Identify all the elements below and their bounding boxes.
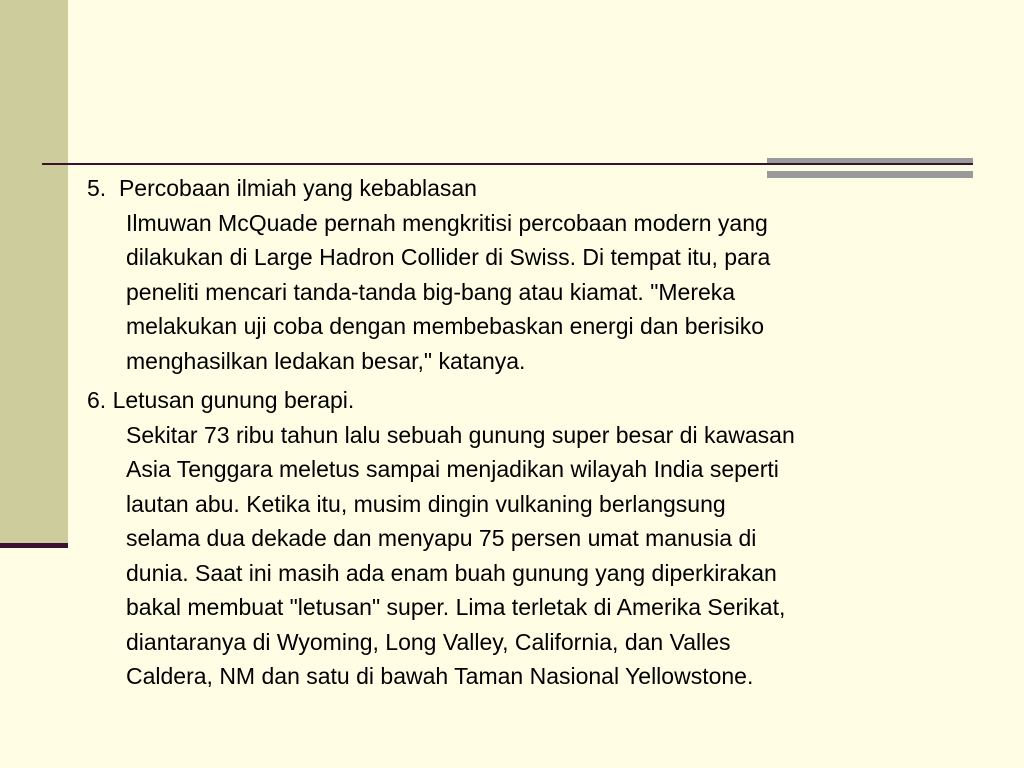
paragraph-line: lautan abu. Ketika itu, musim dingin vulkaning berlangsung [126, 490, 726, 517]
item-paragraph [87, 206, 967, 379]
left-accent-underline [0, 543, 68, 548]
list-item [87, 383, 967, 694]
paragraph-line: menghasilkan ledakan besar," katanya. [126, 347, 526, 374]
paragraph-line: bakal membuat "letusan" super. Lima terletak di Amerika Serikat, [126, 594, 786, 620]
paragraph-line: selama dua dekade dan menyapu 75 persen umat manusia di [126, 525, 757, 551]
paragraph-line: Caldera, NM dan satu di bawah Taman Nasional Yellowstone. [126, 663, 754, 689]
item-paragraph [87, 418, 967, 694]
item-title: 5. Percobaan ilmiah yang kebablasan [87, 175, 477, 201]
item-title: 6. Letusan gunung berapi. [87, 387, 355, 413]
paragraph-line: melakukan uji coba dengan membebaskan energi dan berisiko [126, 313, 765, 339]
divider-accent-block-top [767, 158, 973, 163]
paragraph-line: Sekitar 73 ribu tahun lalu sebuah gunung super besar di kawasan [126, 421, 795, 448]
paragraph-line: peneliti mencari tanda-tanda big-bang atau kiamat. "Mereka [126, 278, 736, 305]
paragraph-line: Asia Tenggara meletus sampai menjadikan wilayah India seperti [126, 456, 779, 482]
paragraph-line: dilakukan di Large Hadron Collider di Swiss. Di tempat itu, para [126, 244, 771, 270]
list-item [87, 171, 967, 378]
left-accent-band [0, 0, 68, 545]
paragraph-line: Ilmuwan McQuade pernah mengkritisi percobaan modern yang [126, 209, 768, 236]
paragraph-line: diantaranya di Wyoming, Long Valley, California, dan Valles [126, 628, 731, 655]
paragraph-line: dunia. Saat ini masih ada enam buah gunung yang diperkirakan [126, 559, 777, 586]
title-divider-line [42, 163, 973, 165]
slide-body [87, 171, 967, 694]
